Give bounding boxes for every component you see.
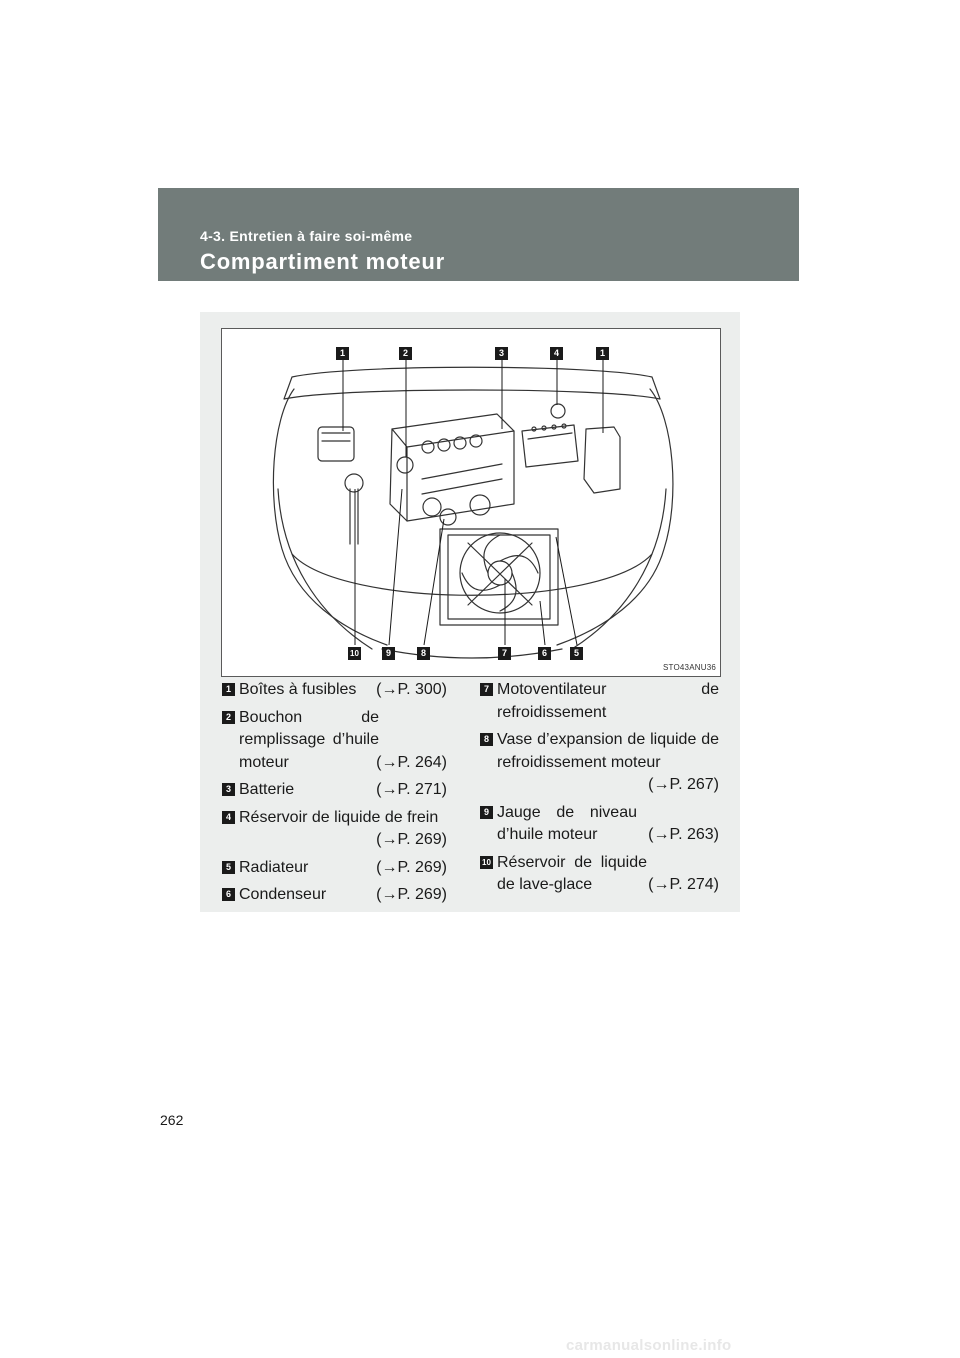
legend-badge: 6: [222, 888, 235, 901]
page-title: Compartiment moteur: [200, 249, 445, 274]
callout-bottom-8: 8: [417, 647, 430, 660]
legend-item-2: [222, 707, 447, 775]
callout-top-2: 2: [399, 347, 412, 360]
legend-item-7: [480, 679, 719, 724]
callout-bottom-6: 6: [538, 647, 551, 660]
legend-item-6: [222, 884, 447, 907]
legend-label: Motoventilateur de refroidissement: [497, 681, 719, 721]
callout-top-1: 1: [336, 347, 349, 360]
legend-ref: (→P. 267): [648, 776, 719, 793]
engine-compartment-illustration: [221, 328, 721, 677]
fuse-box-right-shape: [584, 427, 620, 493]
hood-outline: [284, 367, 660, 399]
legend-item-3: [222, 779, 447, 802]
front-bumper: [292, 554, 652, 595]
brake-reservoir-cap-shape: [551, 404, 565, 418]
legend-ref: (→P. 269): [376, 886, 447, 903]
page-number: 262: [160, 1112, 184, 1128]
legend-badge: 7: [480, 683, 493, 696]
figure-code: STO43ANU36: [663, 663, 716, 672]
watermark: carmanualsonline.info: [566, 1337, 732, 1354]
legend-badge: 9: [480, 806, 493, 819]
legend-badge: 10: [480, 856, 493, 869]
battery-shape: [522, 425, 578, 467]
legend-ref: (→P. 263): [648, 826, 719, 843]
legend-ref: (→P. 269): [376, 831, 447, 848]
engine-drawing: [222, 329, 722, 678]
legend-label: Vase d’expansion de liquide de refroidissement moteur: [497, 731, 719, 771]
legend-item-5: [222, 857, 447, 880]
legend-item-10: [480, 852, 719, 897]
legend-label: Bouchon de remplissage d’huile moteur: [239, 708, 379, 771]
fuse-box-left-shape: [318, 427, 354, 461]
callout-top-4: 4: [550, 347, 563, 360]
legend-label: Radiateur: [239, 858, 309, 876]
engine-block-shape: [390, 414, 514, 521]
legend-label: Condenseur: [239, 886, 327, 903]
callout-bottom-7: 7: [498, 647, 511, 660]
callout-top-3: 3: [495, 347, 508, 360]
legend-ref: (→P. 264): [376, 753, 447, 771]
legend-badge: 3: [222, 783, 235, 796]
callout-bottom-9: 9: [382, 647, 395, 660]
legend-label: Réservoir de liquide de lave-glace: [497, 853, 647, 893]
callout-bottom-5: 5: [570, 647, 583, 660]
legend-item-8: [480, 729, 719, 797]
legend-right: [480, 679, 719, 902]
legend-label: Jauge de niveau d’huile moteur: [497, 803, 637, 843]
legend-badge: 4: [222, 811, 235, 824]
legend-ref: (→P. 269): [376, 858, 447, 876]
legend-ref: (→P. 271): [376, 781, 447, 798]
legend-label: Boîtes à fusibles: [239, 681, 357, 698]
legend-label: Batterie: [239, 781, 295, 798]
section-label: 4-3. Entretien à faire soi-même: [200, 228, 413, 244]
legend-label: Réservoir de liquide de frein: [239, 808, 439, 826]
legend-badge: 8: [480, 733, 493, 746]
legend-ref: (→P. 300): [376, 681, 447, 698]
legend-badge: 5: [222, 861, 235, 874]
legend-badge: 2: [222, 711, 235, 724]
legend-item-9: [480, 802, 719, 847]
legend-item-1: [222, 679, 447, 702]
washer-reservoir-cap-shape: [345, 474, 363, 492]
legend-left: [222, 679, 447, 912]
callout-top-1b: 1: [596, 347, 609, 360]
legend-ref: (→P. 274): [648, 876, 719, 893]
callout-bottom-10: 10: [348, 647, 361, 660]
legend-badge: 1: [222, 683, 235, 696]
legend-item-4: [222, 807, 447, 852]
coolant-tank-cap-shape: [440, 509, 456, 525]
